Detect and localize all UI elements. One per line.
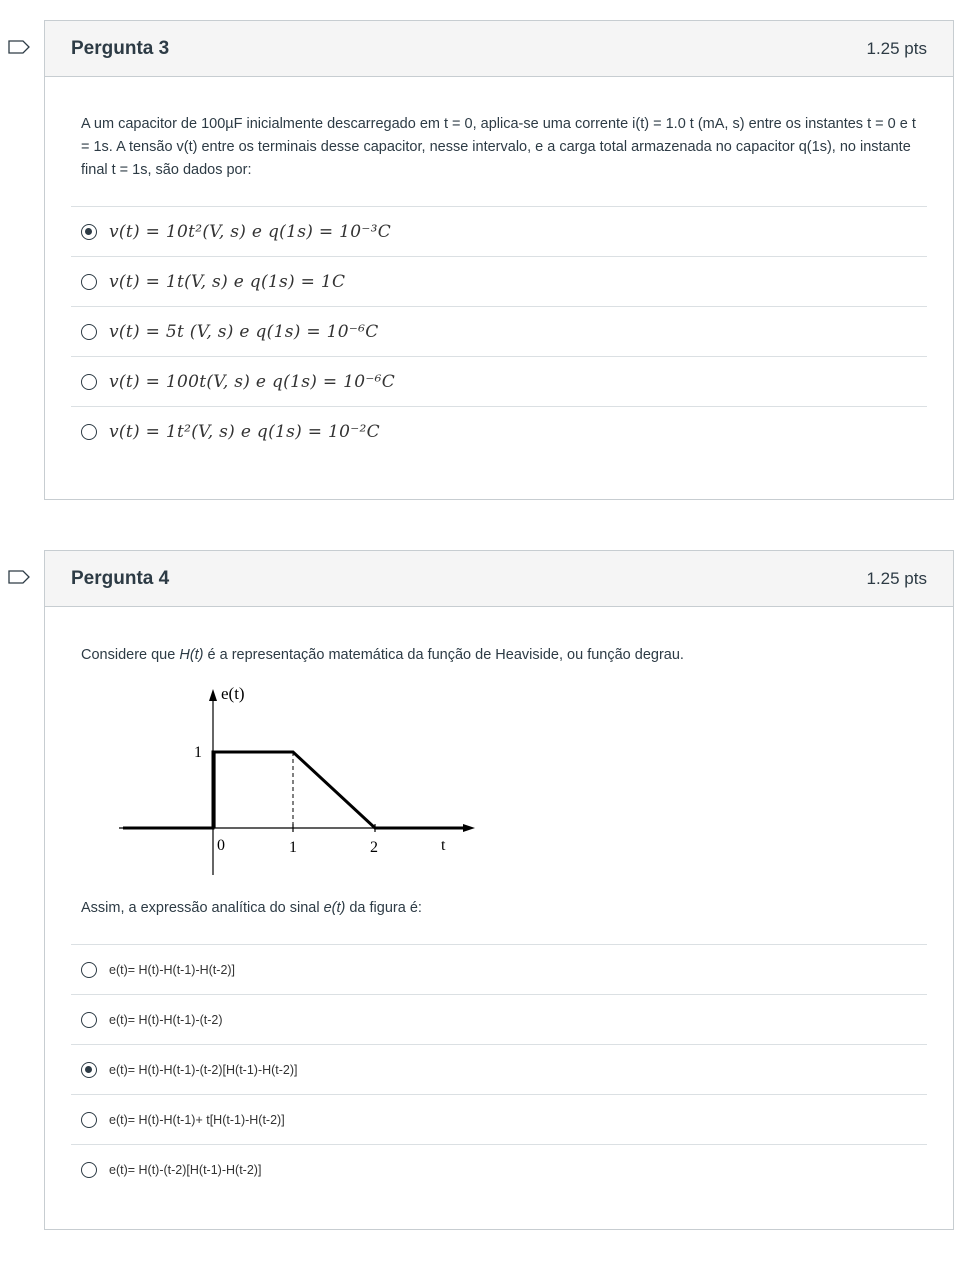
x-axis-label: t [441, 837, 446, 854]
answer-option[interactable] [71, 995, 927, 1045]
tick-label-x0: 0 [217, 837, 225, 854]
answer-label: v(t) = 5t (V, s) e q(1s) = 10⁻⁶C [109, 321, 379, 342]
radio-button[interactable] [81, 962, 97, 978]
radio-button[interactable] [81, 324, 97, 340]
radio-button[interactable] [81, 1012, 97, 1028]
answer-list [71, 206, 927, 457]
y-axis-arrow-icon [209, 689, 217, 701]
tick-label-x2: 2 [370, 839, 378, 856]
tick-label-x1: 1 [289, 839, 297, 856]
y-axis-label: e(t) [221, 684, 245, 703]
question-text: A um capacitor de 100µF inicialmente descarregado em t = 0, aplica-se uma corrente i(t) = 1.0 t (mA, s) entre os instantes t = 0 e t = 1s. A tensão v(t) entre os terminais desse capacitor, nesse intervalo, e a carga total armazenada no capacitor q(1s), no instante final t = 1s, são dados por: [81, 116, 916, 178]
question-title: Pergunta 3 [71, 37, 170, 59]
tick-label-y1: 1 [194, 744, 202, 761]
question-card-3 [44, 20, 954, 500]
question-header [45, 551, 953, 607]
question-points: 1.25 pts [866, 568, 927, 588]
answer-label: e(t)= H(t)-(t-2)[H(t-1)-H(t-2)] [109, 1163, 262, 1177]
question-card-4 [44, 550, 954, 1230]
answer-label: e(t)= H(t)-H(t-1)+ t[H(t-1)-H(t-2)] [109, 1112, 285, 1127]
answer-option[interactable] [71, 1095, 927, 1145]
answer-label: v(t) = 10t²(V, s) e q(1s) = 10⁻³C [109, 221, 392, 242]
question-prompt: Assim, a expressão analítica do sinal e(t) da figura é: [81, 900, 422, 916]
signal-curve [123, 752, 465, 828]
radio-button[interactable] [81, 274, 97, 290]
signal-figure [109, 675, 479, 885]
radio-button[interactable] [81, 1062, 97, 1078]
flag-question-icon[interactable] [8, 570, 30, 584]
answer-option[interactable] [71, 407, 927, 457]
question-header [45, 21, 953, 77]
answer-option[interactable] [71, 945, 927, 995]
radio-button[interactable] [81, 1112, 97, 1128]
answer-option[interactable] [71, 357, 927, 407]
radio-button[interactable] [81, 1162, 97, 1178]
answer-option[interactable] [71, 307, 927, 357]
answer-label: v(t) = 100t(V, s) e q(1s) = 10⁻⁶C [109, 371, 396, 392]
answer-label: e(t)= H(t)-H(t-1)-(t-2)[H(t-1)-H(t-2)] [109, 1062, 298, 1077]
question-points: 1.25 pts [866, 38, 927, 58]
radio-button[interactable] [81, 374, 97, 390]
question-text: Considere que H(t) é a representação matemática da função de Heaviside, ou função degrau. [81, 647, 684, 663]
answer-label: v(t) = 1t²(V, s) e q(1s) = 10⁻²C [109, 422, 380, 442]
answer-option[interactable] [71, 1045, 927, 1095]
answer-option[interactable] [71, 257, 927, 307]
flag-question-icon[interactable] [8, 40, 30, 54]
question-title: Pergunta 4 [71, 567, 170, 589]
answer-label: v(t) = 1t(V, s) e q(1s) = 1C [109, 271, 346, 292]
answer-label: e(t)= H(t)-H(t-1)-H(t-2)] [109, 962, 236, 977]
answer-option[interactable] [71, 207, 927, 257]
answer-option[interactable] [71, 1145, 927, 1195]
answer-list [71, 944, 927, 1195]
radio-button[interactable] [81, 224, 97, 240]
radio-button[interactable] [81, 424, 97, 440]
answer-label: e(t)= H(t)-H(t-1)-(t-2) [109, 1012, 223, 1027]
